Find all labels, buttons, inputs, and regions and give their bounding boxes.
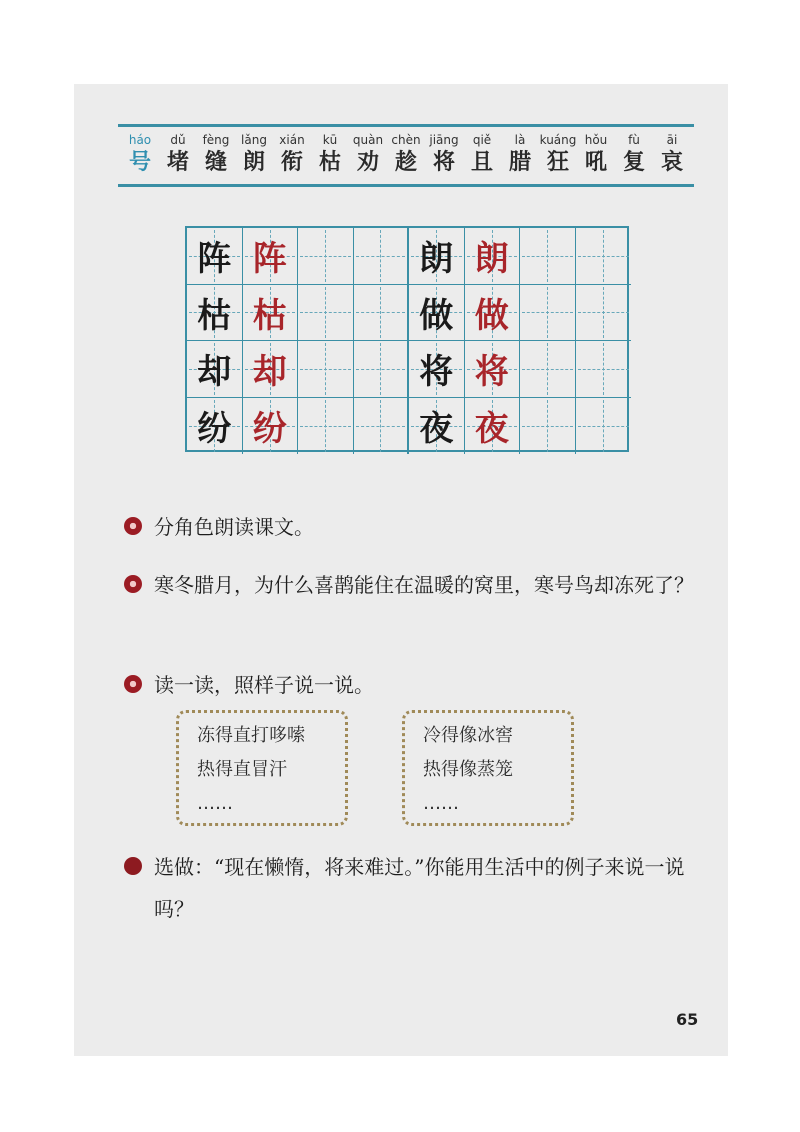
- trace-character: 朗: [474, 239, 509, 280]
- sample-line: ……: [423, 793, 459, 814]
- vocab-word: [122, 132, 158, 176]
- vocab-char: 劝: [356, 149, 379, 175]
- trace-character: 纷: [252, 409, 287, 450]
- model-character: 阵: [197, 239, 232, 280]
- exercise-4: [124, 846, 704, 930]
- model-character: 将: [419, 352, 454, 393]
- vocab-char: 且: [470, 149, 493, 175]
- vocab-char: 衔: [280, 149, 303, 175]
- grid-cell: [354, 341, 410, 398]
- grid-cell: [187, 341, 243, 398]
- vocab-word: [502, 132, 538, 176]
- grid-cell: [298, 341, 354, 398]
- grid-cell: [298, 398, 354, 455]
- sample-line: ……: [197, 793, 233, 814]
- vocab-word: [578, 132, 614, 176]
- vocab-pinyin: fù: [628, 133, 640, 147]
- vocab-char: 号: [128, 149, 151, 175]
- vocab-char: 腊: [508, 149, 531, 175]
- exercise-text: 分角色朗读课文。: [154, 515, 314, 539]
- flower-bullet-icon: [124, 575, 142, 593]
- model-character: 纷: [197, 409, 232, 450]
- grid-cell: [354, 398, 410, 455]
- grid-cell: [243, 228, 299, 285]
- vocab-word: [198, 132, 234, 176]
- exercise-2: [124, 564, 704, 606]
- vocab-pinyin: fèng: [202, 133, 230, 147]
- grid-cell: [298, 228, 354, 285]
- grid-cell: [576, 398, 632, 455]
- vocab-pinyin: kuáng: [539, 133, 577, 147]
- exercise-text: 读一读，照样子说一说。: [154, 673, 374, 697]
- sample-line: 冻得直打哆嗦: [197, 725, 305, 746]
- vocab-char: 狂: [546, 149, 569, 175]
- dot-bullet-icon: [124, 857, 142, 875]
- vocab-pinyin: kū: [322, 133, 338, 147]
- trace-character: 夜: [474, 409, 509, 450]
- vocabulary-row: [122, 132, 690, 176]
- grid-cell: [409, 341, 465, 398]
- vocab-top-rule: [118, 124, 694, 127]
- model-character: 夜: [419, 409, 454, 450]
- vocab-pinyin: qiě: [472, 133, 492, 147]
- vocab-char: 将: [432, 149, 455, 175]
- vocab-pinyin: chèn: [391, 133, 421, 147]
- grid-cell: [409, 398, 465, 455]
- trace-character: 却: [252, 352, 287, 393]
- grid-cell: [576, 341, 632, 398]
- grid-cell: [409, 285, 465, 342]
- model-character: 却: [197, 352, 232, 393]
- vocab-char: 吼: [584, 149, 607, 175]
- grid-cell: [520, 341, 576, 398]
- model-character: 做: [419, 295, 454, 336]
- exercise-text: 寒冬腊月，为什么喜鹊能住在温暖的窝里，寒号鸟却冻死了？: [154, 573, 694, 597]
- vocab-word: [160, 132, 196, 176]
- exercise-3: [124, 664, 704, 706]
- grid-cell: [576, 285, 632, 342]
- vocab-pinyin: dǔ: [170, 133, 186, 147]
- vocab-char: 哀: [660, 149, 683, 175]
- sample-box-1: [176, 710, 348, 826]
- textbook-page: [74, 84, 728, 1056]
- writing-grid: [185, 226, 629, 452]
- flower-bullet-icon: [124, 675, 142, 693]
- exercise-1: [124, 506, 704, 548]
- vocab-pinyin: jiāng: [429, 133, 459, 147]
- grid-cell: [243, 285, 299, 342]
- vocab-char: 枯: [318, 149, 341, 175]
- sample-box-2: [402, 710, 574, 826]
- trace-character: 阵: [252, 239, 287, 280]
- grid-cell: [298, 285, 354, 342]
- trace-character: 将: [474, 352, 509, 393]
- flower-bullet-icon: [124, 517, 142, 535]
- vocab-pinyin: háo: [128, 133, 152, 147]
- page-number: 65: [676, 1010, 699, 1029]
- grid-cell: [243, 341, 299, 398]
- vocab-pinyin: lǎng: [241, 133, 267, 147]
- grid-cell: [354, 228, 410, 285]
- vocab-word: [312, 132, 348, 176]
- grid-cell: [520, 285, 576, 342]
- vocab-word: [426, 132, 462, 176]
- vocab-bottom-rule: [118, 184, 694, 187]
- vocab-word: [540, 132, 576, 176]
- vocab-word: [464, 132, 500, 176]
- vocab-char: 复: [622, 149, 645, 175]
- grid-cell: [520, 228, 576, 285]
- sample-line: 热得像蒸笼: [423, 759, 513, 780]
- vocab-word: [236, 132, 272, 176]
- vocab-char: 趁: [394, 149, 417, 175]
- vocab-pinyin: xián: [279, 133, 305, 147]
- vocab-pinyin: āi: [666, 133, 678, 147]
- grid-cell: [187, 398, 243, 455]
- sample-line: 热得直冒汗: [197, 759, 287, 780]
- vocab-char: 朗: [242, 149, 265, 175]
- grid-cell: [409, 228, 465, 285]
- vocab-word: [388, 132, 424, 176]
- grid-cell: [465, 341, 521, 398]
- trace-character: 做: [474, 295, 509, 336]
- model-character: 朗: [419, 239, 454, 280]
- grid-cell: [465, 285, 521, 342]
- trace-character: 枯: [252, 295, 287, 336]
- grid-cell: [187, 228, 243, 285]
- grid-cell: [354, 285, 410, 342]
- model-character: 枯: [197, 295, 232, 336]
- vocab-word: [616, 132, 652, 176]
- grid-cell: [576, 228, 632, 285]
- vocab-pinyin: quàn: [352, 133, 384, 147]
- grid-cell: [243, 398, 299, 455]
- grid-cell: [465, 398, 521, 455]
- vocab-word: [274, 132, 310, 176]
- vocab-pinyin: hǒu: [584, 133, 608, 147]
- exercise-text: 选做：“现在懒惰，将来难过。”你能用生活中的例子来说一说吗？: [154, 855, 685, 921]
- sample-line: 冷得像冰窖: [423, 725, 513, 746]
- vocab-char: 缝: [204, 149, 227, 175]
- grid-cell: [520, 398, 576, 455]
- grid-cell: [465, 228, 521, 285]
- grid-cell: [187, 285, 243, 342]
- vocab-word: [350, 132, 386, 176]
- vocab-pinyin: là: [514, 133, 526, 147]
- vocab-char: 堵: [166, 149, 189, 175]
- vocab-word: [654, 132, 690, 176]
